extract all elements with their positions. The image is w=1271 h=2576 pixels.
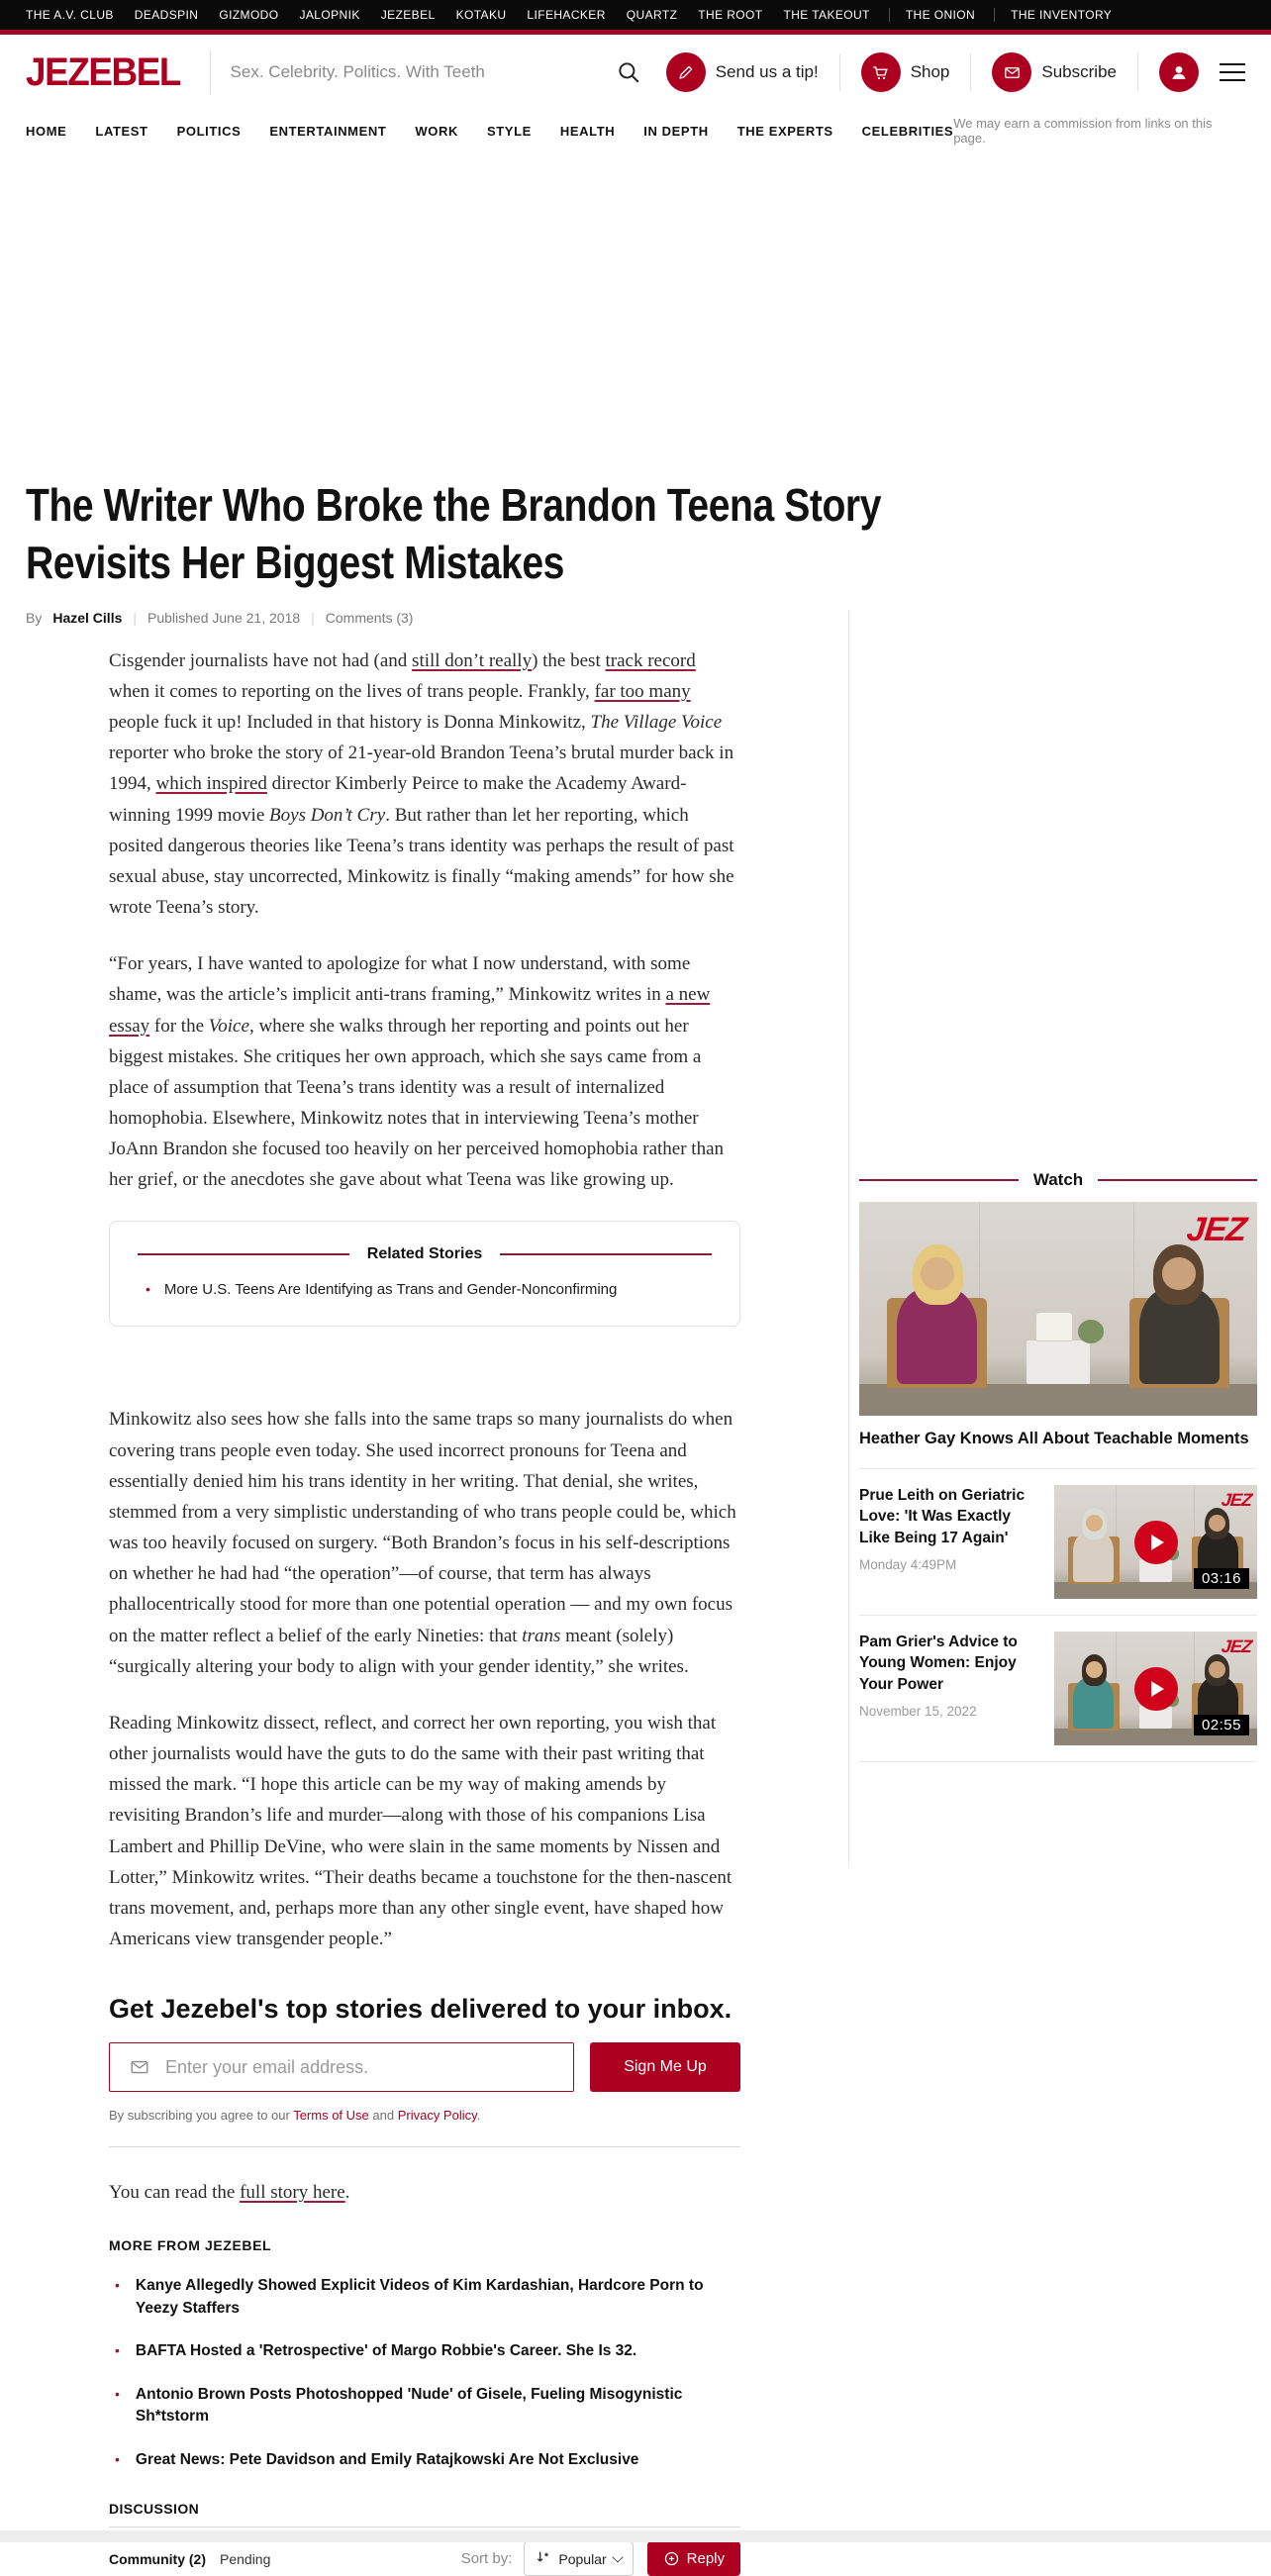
more-from-story-link[interactable] <box>115 2384 740 2428</box>
header-actions <box>616 52 1245 92</box>
comments-link[interactable]: Comments (3) <box>325 609 414 626</box>
column-divider <box>848 610 849 1867</box>
article-body-top <box>109 645 740 1196</box>
page-footer-strip <box>0 2530 1271 2542</box>
network-site-link[interactable]: THE ONION <box>905 8 976 22</box>
divider <box>210 50 211 94</box>
divider <box>109 2146 740 2147</box>
nav-item-in-depth[interactable]: IN DEPTH <box>643 123 709 139</box>
byline-by: By <box>26 609 43 626</box>
community-tab[interactable]: Community (2) <box>109 2550 206 2567</box>
network-site-link[interactable]: THE TAKEOUT <box>783 8 870 22</box>
more-from-story-text: Kanye Allegedly Showed Explicit Videos of Kim Kardashian, Hardcore Porn to Yeezy Staffers <box>135 2277 704 2317</box>
video-duration-badge: 02:55 <box>1194 1715 1249 1735</box>
thumbnail-art-shape <box>1078 1320 1104 1343</box>
play-triangle <box>1151 1535 1164 1550</box>
watch-heading <box>859 1170 1257 1190</box>
article-link[interactable]: full story here <box>240 2182 345 2204</box>
site-tagline: Sex. Celebrity. Politics. With Teeth <box>230 62 485 81</box>
sort-value: Popular <box>558 2550 607 2567</box>
bullet-icon: • <box>115 2450 120 2467</box>
network-site-link[interactable]: THE ROOT <box>698 8 763 22</box>
emphasis-text: Voice <box>208 1015 249 1037</box>
sign-me-up-button[interactable]: Sign Me Up <box>590 2042 740 2092</box>
thumbnail-art <box>859 1202 1257 1416</box>
sort-by-label: Sort by: <box>460 2550 513 2568</box>
jez-watermark-logo: JEZ <box>1220 1635 1252 1656</box>
send-tip-button[interactable] <box>666 52 819 92</box>
rule-line <box>859 1179 1019 1181</box>
video-list <box>859 1469 1257 1762</box>
thumbnail-art-shape <box>859 1384 1257 1416</box>
legal-text: By subscribing you agree to our <box>109 2108 294 2124</box>
nav-item-the-experts[interactable]: THE EXPERTS <box>736 123 833 139</box>
subscribe-button[interactable] <box>992 52 1117 92</box>
related-stories-box <box>109 1221 740 1327</box>
newsletter-signup <box>109 1994 740 2147</box>
article-link[interactable]: far too many <box>594 680 691 702</box>
nav-item-health[interactable]: HEALTH <box>559 123 616 139</box>
divider <box>1137 53 1138 91</box>
site-header <box>0 35 1271 110</box>
subscribe-label: Subscribe <box>1041 62 1117 81</box>
network-sites <box>26 8 1132 22</box>
email-input[interactable] <box>109 2042 574 2092</box>
thumbnail-art-shape <box>921 1257 954 1289</box>
related-stories-list <box>138 1281 712 1298</box>
author-link[interactable]: Hazel Cills <box>52 609 123 626</box>
article-link[interactable]: track record <box>605 649 696 671</box>
rule-line <box>1098 1179 1257 1181</box>
shop-label: Shop <box>910 62 950 81</box>
rule-line <box>500 1253 712 1255</box>
nav-item-latest[interactable]: LATEST <box>95 123 148 139</box>
newsletter-legal <box>109 2108 740 2123</box>
network-site-link[interactable]: LIFEHACKER <box>527 8 606 22</box>
video-thumbnail[interactable] <box>1054 1632 1257 1745</box>
pencil-icon <box>666 52 706 92</box>
network-site-link[interactable]: DEADSPIN <box>134 8 199 22</box>
network-site-link[interactable]: THE A.V. CLUB <box>26 8 114 22</box>
play-icon <box>1134 1521 1178 1564</box>
article-link[interactable]: which inspired <box>155 773 267 795</box>
newsletter-heading: Get Jezebel's top stories delivered to your inbox. <box>109 1994 733 2025</box>
network-bar <box>0 0 1271 30</box>
featured-video-title[interactable]: Heather Gay Knows All About Teachable Moments <box>859 1430 1249 1447</box>
article-paragraph: “For years, I have wanted to apologize for what I now understand, with some shame, was the article’s implicit anti-trans framing,” Minkowitz writes in a new essay for the Voice, where she walks through her reporting and points out her biggest mistakes. She critiques her own approach, which she says came from a place of assumption that Teena’s trans identity was a result of internalized homophobia. Elsewhere, Minkowitz notes that in interviewing Teena’s mother JoAnn Brandon she focused too heavily on her perceived homophobia rather than her grief, or the anecdotes she gave about what Teena was like growing up. <box>109 953 725 1191</box>
legal-text: . <box>476 2108 481 2124</box>
nav-items <box>26 124 953 139</box>
menu-icon[interactable] <box>1220 63 1245 81</box>
chevron-down-icon <box>612 2551 623 2562</box>
search-icon[interactable] <box>616 59 641 85</box>
bullet-icon: • <box>115 2342 120 2359</box>
nav-item-home[interactable]: HOME <box>26 123 67 139</box>
ad-slot-empty <box>0 151 1271 476</box>
related-story-text: More U.S. Teens Are Identifying as Trans and Gender-Nonconfirming <box>163 1281 618 1299</box>
divider <box>109 2526 740 2527</box>
emphasis-text: The Village Voice <box>590 712 723 734</box>
reply-label: Reply <box>686 2550 725 2568</box>
network-site-link[interactable]: JEZEBEL <box>380 8 436 22</box>
byline <box>26 610 1271 626</box>
featured-video-thumbnail[interactable] <box>859 1202 1257 1416</box>
thumbnail-art-shape <box>1027 1340 1090 1383</box>
divider <box>994 8 995 22</box>
divider: | <box>311 609 315 626</box>
terms-of-use-link[interactable]: Terms of Use <box>293 2108 369 2124</box>
article-body-column <box>109 645 740 2576</box>
article-paragraph: You can read the full story here. <box>109 2182 350 2204</box>
nav-item-work[interactable]: WORK <box>415 123 458 139</box>
video-text <box>859 1485 1042 1599</box>
publish-date: Published June 21, 2018 <box>147 609 301 626</box>
reply-button[interactable] <box>647 2541 740 2576</box>
nav-item-politics[interactable]: POLITICS <box>176 123 242 139</box>
jez-watermark-logo: JEZ <box>1220 1489 1252 1510</box>
divider <box>889 8 890 22</box>
article-paragraph: Reading Minkowitz dissect, reflect, and correct her own reporting, you wish that other journalists would have the guts to do the same with their past writing that missed the mark. “I hope this article can be my way of making amends by revisiting Brandon’s life and murder—along with those of his companions Lisa Lambert and Phillip DeVine, who were slain in the same moments by Nissen and Lotter,” Minkowitz writes. “Their deaths became a touchstone for the then-nascent trans movement, and, perhaps more than any other single event, have shaped how Americans view transgender people.” <box>109 1712 733 1949</box>
more-from-story-text: Antonio Brown Posts Photoshopped 'Nude' of Gisele, Fueling Misogynistic Sh*tstorm <box>135 2385 683 2426</box>
more-from-section <box>109 2237 740 2471</box>
shop-button[interactable] <box>861 52 950 92</box>
more-from-story-link[interactable] <box>115 2449 740 2471</box>
article-paragraph: Minkowitz also sees how she falls into the same traps so many journalists do when covering trans people even today. She used incorrect pronouns for Teena and essentially denied him his trans identity in her writing. That denial, she writes, stemmed from a very simplistic understanding of who trans people could be, which was too heavily focused on surgery. “Both Brandon’s focus in his self-descriptions on whether he had had “the operation”—of course, that term has always phallocentrically stood for more than one potential operation — and my own focus on the matter reflect a belief of the early Nineties: that trans meant (solely) “surgically altering your body to align with your gender identity,” she writes. <box>109 1409 736 1677</box>
nav-item-entertainment[interactable]: ENTERTAINMENT <box>269 123 387 139</box>
divider <box>839 53 840 91</box>
more-from-heading: MORE FROM JEZEBEL <box>109 2237 272 2254</box>
sort-icon <box>536 2549 551 2568</box>
network-site-link[interactable]: QUARTZ <box>626 8 678 22</box>
nav-item-celebrities[interactable]: CELEBRITIES <box>861 123 954 139</box>
privacy-policy-link[interactable]: Privacy Policy <box>397 2108 477 2124</box>
sort-dropdown[interactable] <box>524 2541 633 2576</box>
emphasis-text: Boys Don’t Cry <box>269 804 386 826</box>
send-tip-label: Send us a tip! <box>715 62 819 81</box>
emphasis-text: trans <box>522 1625 561 1646</box>
thumbnail-art-shape <box>1036 1313 1072 1340</box>
jez-watermark-logo: JEZ <box>1184 1210 1248 1248</box>
pending-tab[interactable]: Pending <box>220 2550 271 2567</box>
play-icon <box>1134 1667 1178 1711</box>
video-duration-badge: 03:16 <box>1194 1568 1249 1589</box>
bullet-icon: • <box>146 1281 150 1298</box>
article-paragraph: Cisgender journalists have not had (and still don’t really) the best track record when it comes to reporting on the lives of trans people. Frankly, far too many people fuck it up! Included in that history is Donna Minkowitz, The Village Voice reporter who broke the story of 21-year-old Brandon Teena’s brutal murder back in 1994, which inspired director Kimberly Peirce to make the Academy Award-winning 1999 movie Boys Don’t Cry. But rather than let her reporting, which posited dangerous theories like Teena’s trans identity was perhaps the result of past sexual abuse, stay uncorrected, Minkowitz is finally “making amends” for how she wrote Teena’s story. <box>109 649 734 919</box>
network-site-link[interactable]: GIZMODO <box>219 8 279 22</box>
divider: | <box>133 609 138 626</box>
jezebel-logo[interactable]: JEZEBEL <box>26 50 180 94</box>
closing-paragraph <box>109 2177 740 2208</box>
article-title: The Writer Who Broke the Brandon Teena Story Revisits Her Biggest Mistakes <box>26 479 882 589</box>
divider <box>970 53 971 91</box>
nav-item-style[interactable]: STYLE <box>486 123 532 139</box>
article-link[interactable]: still don’t really <box>412 649 533 671</box>
more-from-story-link[interactable] <box>115 2340 740 2362</box>
related-story-link[interactable] <box>146 1281 712 1298</box>
envelope-icon <box>992 52 1031 92</box>
play-triangle <box>1151 1681 1164 1697</box>
article-body-bottom <box>109 1404 740 1954</box>
rule-line <box>138 1253 349 1255</box>
network-site-link[interactable]: KOTAKU <box>455 8 507 22</box>
video-timestamp: Monday 4:49PM <box>859 1557 957 1573</box>
network-site-link[interactable]: THE INVENTORY <box>1011 8 1113 22</box>
more-from-list <box>109 2275 740 2471</box>
more-from-story-text: BAFTA Hosted a 'Retrospective' of Margo Robbie's Career. She Is 32. <box>135 2342 637 2360</box>
video-list-item[interactable] <box>859 1616 1257 1762</box>
video-thumbnail[interactable] <box>1054 1485 1257 1599</box>
article-link[interactable]: a new essay <box>109 984 711 1037</box>
discussion-heading: DISCUSSION <box>109 2501 200 2518</box>
network-site-link[interactable]: JALOPNIK <box>299 8 360 22</box>
more-from-story-text: Great News: Pete Davidson and Emily Ratajkowski Are Not Exclusive <box>135 2450 639 2468</box>
thumbnail-art-shape <box>1162 1257 1196 1289</box>
bullet-icon: • <box>115 2277 120 2294</box>
email-field-wrap <box>109 2042 574 2092</box>
more-from-story-link[interactable] <box>115 2275 740 2320</box>
cart-icon <box>861 52 901 92</box>
watch-sidebar <box>859 1170 1257 1762</box>
video-text <box>859 1632 1042 1745</box>
video-list-item[interactable] <box>859 1469 1257 1616</box>
discussion-toolbar <box>109 2541 740 2576</box>
legal-text: and <box>368 2108 398 2124</box>
watch-title: Watch <box>1032 1170 1084 1189</box>
newsletter-form <box>109 2042 740 2092</box>
video-timestamp: November 15, 2022 <box>859 1704 977 1720</box>
video-title[interactable]: Prue Leith on Geriatric Love: 'It Was Exactly Like Being 17 Again' <box>859 1487 1026 1546</box>
envelope-icon <box>129 2056 150 2083</box>
related-stories-heading <box>138 1245 712 1263</box>
account-avatar[interactable] <box>1159 52 1199 92</box>
related-stories-title: Related Stories <box>366 1245 483 1263</box>
bullet-icon: • <box>115 2385 120 2402</box>
video-title[interactable]: Pam Grier's Advice to Young Women: Enjoy Your Power <box>859 1634 1018 1693</box>
primary-nav <box>0 110 1271 151</box>
commission-disclosure: We may earn a commission from links on this page. <box>953 116 1213 146</box>
